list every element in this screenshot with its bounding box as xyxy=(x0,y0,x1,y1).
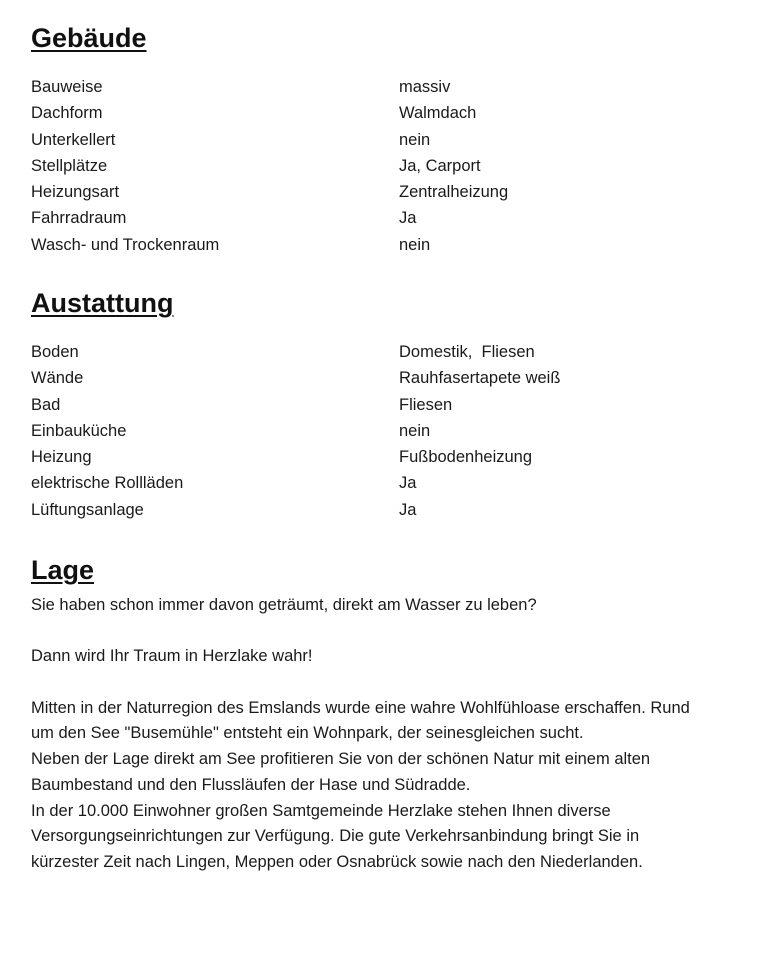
table-row xyxy=(31,392,741,418)
paragraph-spacer xyxy=(31,670,741,696)
section-title-lage: Lage xyxy=(31,555,95,585)
table-row xyxy=(31,497,741,523)
lage-text-line: In der 10.000 Einwohner großen Samtgemeinde Herzlake stehen Ihnen diverse xyxy=(31,801,611,820)
table-row xyxy=(31,179,741,205)
row-value: Domestik, Fliesen xyxy=(399,343,535,361)
table-row xyxy=(31,418,741,444)
table-row xyxy=(31,444,741,470)
lage-intro: Sie haben schon immer davon geträumt, direkt am Wasser zu leben? xyxy=(31,596,537,614)
gebaeude-table xyxy=(31,74,741,258)
row-value: Ja xyxy=(399,474,417,493)
table-row xyxy=(31,127,741,153)
table-row xyxy=(31,470,741,496)
table-row xyxy=(31,153,741,179)
row-label: Wasch- und Trockenraum xyxy=(31,235,220,254)
row-value: nein xyxy=(399,130,431,149)
table-row xyxy=(31,205,741,231)
lage-text-line: Mitten in der Naturregion des Emslands wurde eine wahre Wohlfühloase erschaffen. Rund xyxy=(31,698,690,717)
row-label: Stellplätze xyxy=(31,156,108,175)
table-row xyxy=(31,74,741,100)
table-row xyxy=(31,100,741,126)
table-row xyxy=(31,365,741,391)
row-value: massiv xyxy=(399,78,451,96)
ausstattung-table xyxy=(31,339,741,523)
row-label: Heizungsart xyxy=(31,183,120,202)
row-label: Fahrradraum xyxy=(31,209,127,228)
table-row xyxy=(31,339,741,365)
row-value: Ja xyxy=(399,500,417,519)
row-label: Boden xyxy=(31,343,79,361)
row-label: Einbauküche xyxy=(31,421,127,440)
row-label: Bad xyxy=(31,395,61,414)
lage-text-line: Versorgungseinrichtungen zur Verfügung. Die gute Verkehrsanbindung bringt Sie in xyxy=(31,827,640,846)
row-value: Fußbodenheizung xyxy=(399,448,533,467)
section-title-gebaeude: Gebäude xyxy=(31,23,147,53)
row-label: Heizung xyxy=(31,448,92,467)
row-value: nein xyxy=(399,235,431,254)
lage-dream: Dann wird Ihr Traum in Herzlake wahr! xyxy=(31,647,313,666)
row-value: Rauhfasertapete weiß xyxy=(399,369,561,388)
row-label: elektrische Rollläden xyxy=(31,474,184,493)
section-title-ausstattung: Austattung xyxy=(31,288,174,318)
row-label: Dachform xyxy=(31,104,103,123)
row-value: Zentralheizung xyxy=(399,183,509,202)
lage-text-line: um den See "Busemühle" entsteht ein Wohnpark, der seinesgleichen sucht. xyxy=(31,724,584,743)
row-value: Ja, Carport xyxy=(399,156,481,175)
row-label: Wände xyxy=(31,369,84,388)
paragraph-spacer xyxy=(31,619,741,645)
row-value: nein xyxy=(399,421,431,440)
row-label: Unterkellert xyxy=(31,130,116,149)
lage-text-line: kürzester Zeit nach Lingen, Meppen oder Osnabrück sowie nach den Niederlanden. xyxy=(31,853,643,871)
row-value: Fliesen xyxy=(399,395,453,414)
row-value: Walmdach xyxy=(399,104,477,123)
row-label: Bauweise xyxy=(31,78,103,96)
lage-text-line: Neben der Lage direkt am See profitieren Sie von der schönen Natur mit einem alten xyxy=(31,750,651,769)
lage-description xyxy=(31,593,741,876)
table-row xyxy=(31,232,741,258)
lage-text-line: Baumbestand und den Flussläufen der Hase und Südradde. xyxy=(31,775,471,794)
row-value: Ja xyxy=(399,209,417,228)
row-label: Lüftungsanlage xyxy=(31,500,144,519)
